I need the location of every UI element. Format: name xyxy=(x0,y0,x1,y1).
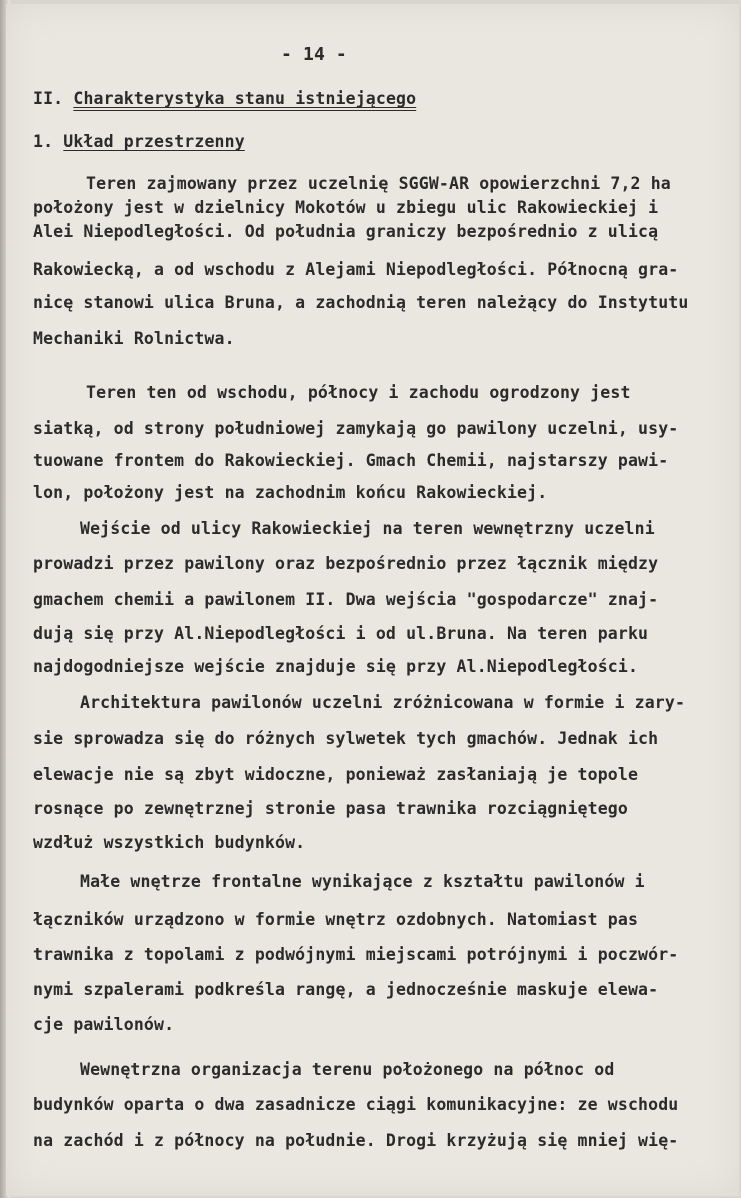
text-line: rosnące po zewnętrznej stronie pasa trawnika rozciągniętego xyxy=(33,799,628,818)
subsection-number: 1. xyxy=(33,132,54,151)
text-line: nicę stanowi ulica Bruna, a zachodnią teren należący do Instytutu xyxy=(33,293,689,312)
page-number: - 14 - xyxy=(281,44,347,65)
text-line: lon, położony jest na zachodnim końcu Rakowieckiej. xyxy=(33,483,548,502)
text-line: elewacje nie są zbyt widoczne, ponieważ zasłaniają je topole xyxy=(33,765,639,784)
text-line: Wewnętrzna organizacja terenu położonego na północ od xyxy=(80,1060,615,1079)
text-line: wzdłuż wszystkich budynków. xyxy=(33,833,306,852)
text-line: położony jest w dzielnicy Mokotów u zbiegu ulic Rakowieckiej i xyxy=(33,198,659,217)
text-line: cje pawilonów. xyxy=(33,1015,175,1034)
text-line: Teren zajmowany przez uczelnię SGGW-AR opowierzchni 7,2 ha xyxy=(86,174,671,193)
text-line: trawnika z topolami z podwójnymi miejscami potrójnymi i poczwór- xyxy=(33,945,679,964)
section-title: Charakterystyka stanu istniejącego xyxy=(73,89,417,108)
subsection-title: Układ przestrzenny xyxy=(63,132,245,151)
text-line: dują się przy Al.Niepodległości i od ul.Bruna. Na teren parku xyxy=(33,624,649,643)
text-line: najdogodniejsze wejście znajduje się przy Al.Niepodległości. xyxy=(33,657,639,676)
text-line: gmachem chemii a pawilonem II. Dwa wejścia "gospodarcze" znaj- xyxy=(33,590,659,609)
text-line: nymi szpalerami podkreśla rangę, a jednocześnie maskuje elewa- xyxy=(33,980,659,999)
text-line: Mechaniki Rolnictwa. xyxy=(33,329,235,348)
text-line: prowadzi przez pawilony oraz bezpośrednio przez łącznik między xyxy=(33,554,659,573)
section-heading xyxy=(33,88,741,110)
text-line: łączników urządzono w formie wnętrz ozdobnych. Natomiast pas xyxy=(33,910,639,929)
text-line: budynków oparta o dwa zasadnicze ciągi komunikacyjne: ze wschodu xyxy=(33,1095,679,1114)
section-number: II. xyxy=(33,89,64,108)
text-line: Wejście od ulicy Rakowieckiej na teren wewnętrzny uczelni xyxy=(80,519,655,538)
text-line: Alei Niepodległości. Od południa graniczy bezpośrednio z ulicą xyxy=(33,222,659,241)
subsection-heading xyxy=(33,131,741,153)
text-line: Architektura pawilonów uczelni zróżnicowana w formie i zary- xyxy=(80,693,686,712)
text-line: Teren ten od wschodu, północy i zachodu ogrodzony jest xyxy=(86,383,631,402)
text-line: Małe wnętrze frontalne wynikające z kształtu pawilonów i xyxy=(80,872,645,891)
text-line: siatką, od strony południowej zamykają go pawilony uczelni, usy- xyxy=(33,419,679,438)
text-line: tuowane frontem do Rakowieckiej. Gmach Chemii, najstarszy pawi- xyxy=(33,451,669,470)
text-line: sie sprowadza się do różnych sylwetek tych gmachów. Jednak ich xyxy=(33,729,659,748)
text-line: Rakowiecką, a od wschodu z Alejami Niepodległości. Północną gra- xyxy=(33,260,679,279)
text-line: na zachód i z północy na południe. Drogi krzyżują się mniej wię- xyxy=(33,1131,679,1150)
